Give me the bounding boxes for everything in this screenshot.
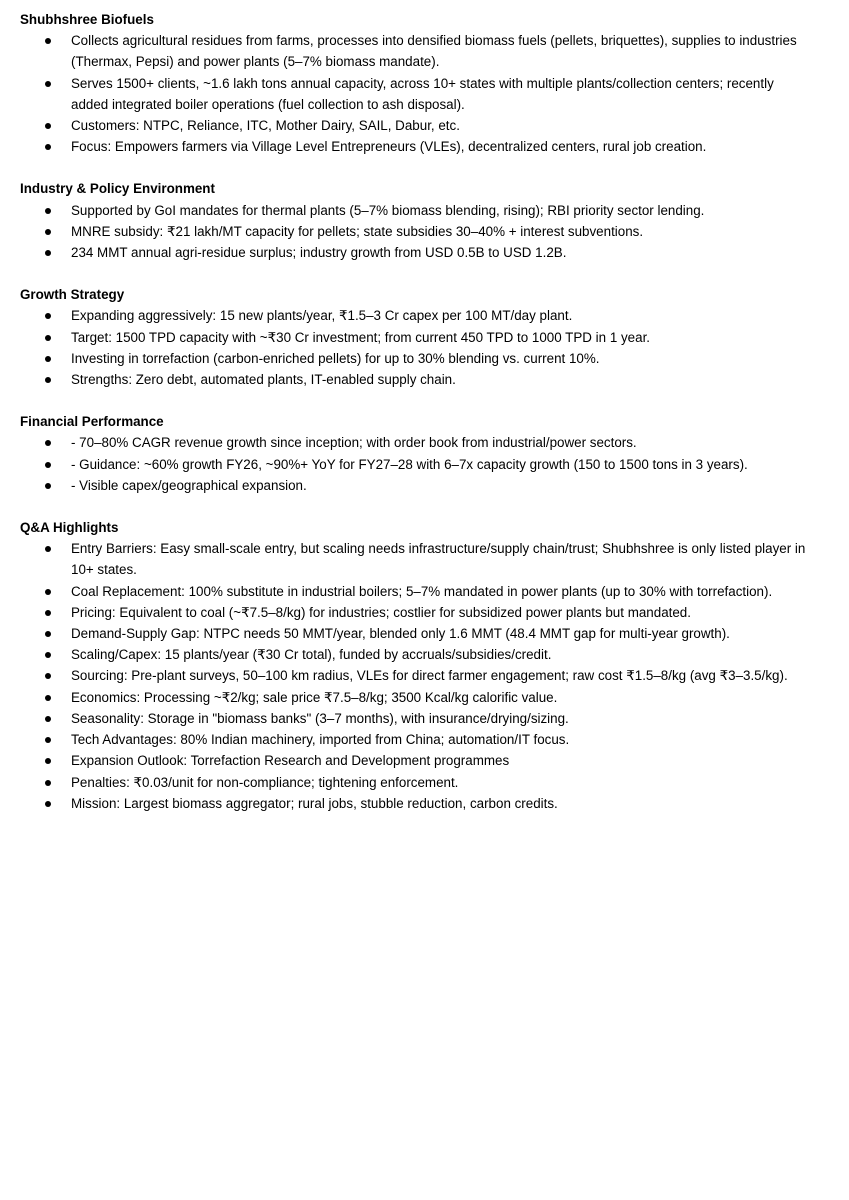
bullet-item: Tech Advantages: 80% Indian machinery, imported from China; automation/IT focus. [20,729,809,750]
bullet-item: Seasonality: Storage in "biomass banks" (3–7 months), with insurance/drying/sizing. [20,708,809,729]
section-title: Q&A Highlights [20,520,119,536]
bullet-item: - 70–80% CAGR revenue growth since inception; with order book from industrial/power sectors. [20,432,809,453]
bullet-item: Economics: Processing ~₹2/kg; sale price ₹7.5–8/kg; 3500 Kcal/kg calorific value. [20,687,809,708]
bullet-item: Customers: NTPC, Reliance, ITC, Mother Dairy, SAIL, Dabur, etc. [20,115,809,136]
bullet-list [20,538,809,814]
bullet-item: MNRE subsidy: ₹21 lakh/MT capacity for pellets; state subsidies 30–40% + interest subventions. [20,221,809,242]
bullet-item: Mission: Largest biomass aggregator; rural jobs, stubble reduction, carbon credits. [20,793,809,814]
bullet-list [20,30,809,157]
bullet-list [20,432,809,496]
bullet-item: Coal Replacement: 100% substitute in industrial boilers; 5–7% mandated in power plants (up to 30% with torrefaction). [20,581,809,602]
section-title: Financial Performance [20,414,164,430]
bullet-item: Supported by GoI mandates for thermal plants (5–7% biomass blending, rising); RBI priority sector lending. [20,200,809,221]
bullet-item: Investing in torrefaction (carbon-enriched pellets) for up to 30% blending vs. current 10%. [20,348,809,369]
bullet-list [20,200,809,264]
bullet-item: 234 MMT annual agri-residue surplus; industry growth from USD 0.5B to USD 1.2B. [20,242,809,263]
section-industry-policy [20,178,809,263]
section-growth-strategy [20,284,809,390]
bullet-item: Target: 1500 TPD capacity with ~₹30 Cr investment; from current 450 TPD to 1000 TPD in 1 year. [20,327,809,348]
bullet-item: Scaling/Capex: 15 plants/year (₹30 Cr total), funded by accruals/subsidies/credit. [20,644,809,665]
section-company-overview [20,9,809,157]
bullet-item: Expanding aggressively: 15 new plants/year, ₹1.5–3 Cr capex per 100 MT/day plant. [20,305,809,326]
section-financial-performance [20,411,809,496]
bullet-item: Serves 1500+ clients, ~1.6 lakh tons annual capacity, across 10+ states with multiple plants/collection centers; recently added integrated boiler operations (fuel collection to ash disposal). [20,73,809,115]
bullet-item: Strengths: Zero debt, automated plants, IT-enabled supply chain. [20,369,809,390]
bullet-item: Sourcing: Pre-plant surveys, 50–100 km radius, VLEs for direct farmer engagement; raw cost ₹1.5–8/kg (avg ₹3–3.5/kg). [20,665,809,686]
bullet-list [20,305,809,390]
bullet-item: Collects agricultural residues from farms, processes into densified biomass fuels (pellets, briquettes), supplies to industries (Thermax, Pepsi) and power plants (5–7% biomass mandate). [20,30,809,72]
section-title: Growth Strategy [20,287,125,303]
bullet-item: Demand-Supply Gap: NTPC needs 50 MMT/year, blended only 1.6 MMT (48.4 MMT gap for multi-year growth). [20,623,809,644]
section-title: Industry & Policy Environment [20,181,215,197]
bullet-item: Focus: Empowers farmers via Village Level Entrepreneurs (VLEs), decentralized centers, rural job creation. [20,136,809,157]
bullet-item: Penalties: ₹0.03/unit for non-compliance; tightening enforcement. [20,772,809,793]
section-title: Shubhshree Biofuels [20,12,154,27]
bullet-item: - Visible capex/geographical expansion. [20,475,809,496]
section-qa-highlights [20,517,809,814]
bullet-item: Entry Barriers: Easy small-scale entry, but scaling needs infrastructure/supply chain/trust; Shubhshree is only listed player in 10+ states. [20,538,809,580]
bullet-item: Pricing: Equivalent to coal (~₹7.5–8/kg) for industries; costlier for subsidized power plants but mandated. [20,602,809,623]
bullet-item: - Guidance: ~60% growth FY26, ~90%+ YoY for FY27–28 with 6–7x capacity growth (150 to 1500 tons in 3 years). [20,454,809,475]
bullet-item: Expansion Outlook: Torrefaction Research and Development programmes [20,750,809,771]
